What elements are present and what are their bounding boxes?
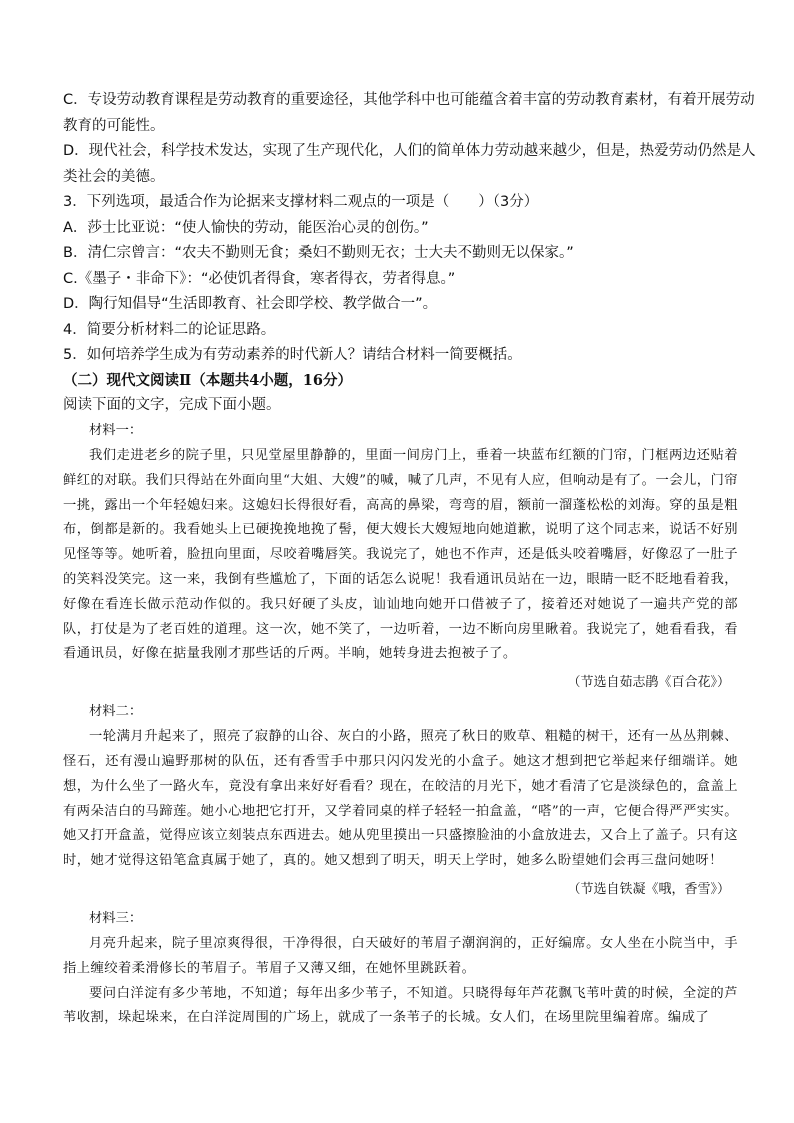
option-d-line2: 类社会的美德。 [63, 168, 165, 185]
material-2-label: 材料二： [89, 704, 143, 720]
option-d-line1: D．现代社会，科学技术发达，实现了生产现代化，人们的简单体力劳动越来越少，但是，热爱劳动仍然是人 [63, 143, 756, 159]
material-3-label: 材料三： [89, 910, 143, 926]
option-c-line1: C．专设劳动教育课程是劳动教育的重要途径，其他学科中也可能蕴含着丰富的劳动教育素材，有着开展劳动 [63, 92, 755, 108]
question-3-option-b: B．清仁宗曾言：“农夫不勤则无食；桑妇不勤则无衣；士大夫不勤则无以保家。” [63, 245, 574, 261]
material-2-source: （节选自铁凝《哦，香雪》） [567, 881, 730, 897]
material-1-text: 我们走进老乡的院子里，只见堂屋里静静的，里面一间房门上，垂着一块蓝布红额的门帘，门框两边还贴着鲜红的对联。我们只得站在外面向里“大姐、大嫂”的喊，喊了几声，不见有人应，但响动是有了。一会儿，门帘一挑，露出一个年轻媳妇来。这媳妇长得很好看，高高的鼻梁，弯弯的眉，额前一溜蓬松松的刘海。穿的虽是粗布，倒都是新的。我看她头上已硬挽挽地挽了髻，便大嫂长大嫂短地向她道歉，说明了这个同志来，说话不好别见怪等等。她听着，脸扭向里面，尽咬着嘴唇笑。我说完了，她也不作声，还是低头咬着嘴唇，好像忍了一肚子的笑料没笑完。这一来，我倒有些尴尬了，下面的话怎么说呢！我看通讯员站在一边，眼睛一眨不眨地看着我，好像在看连长做示范动作似的。我只好硬了头皮，讪讪地向她开口借被子了，接着还对她说了一遍共产党的部队，打仗是为了老百姓的道理。这一次，她不笑了，一边听着，一边不断向房里瞅着。我说完了，她看看我，看看通讯员，好像在掂量我刚才那些话的斤两。半晌，她转身进去抱被子了。 [63, 448, 738, 662]
question-4: 4．简要分析材料二的论证思路。 [63, 321, 276, 338]
material-1-label: 材料一： [89, 423, 143, 438]
option-c-line2: 教育的可能性。 [63, 117, 165, 134]
question-3-option-c: C.《墨子・非命下》：“必使饥者得食，寒者得衣，劳者得息。” [63, 270, 456, 287]
question-3-option-d: D．陶行知倡导“生活即教育、社会即学校、教学做合一”。 [63, 296, 438, 312]
material-3-paragraph-2: 要问白洋淀有多少苇地，不知道；每年出多少苇子，不知道。只晓得每年芦花飘飞苇叶黄的时候，全淀的芦苇收割，垛起垛来，在白洋淀周围的广场上，就成了一条苇子的长城。女人们，在场里院里编着席。编成了 [63, 985, 738, 1026]
material-3-paragraph-1: 月亮升起来，院子里凉爽得很，干净得很，白天破好的苇眉子潮润润的，正好编席。女人坐在小院当中，手指上缠绞着柔滑修长的苇眉子。苇眉子又薄又细，在她怀里跳跃着。 [63, 935, 738, 976]
section-heading: （二）现代文阅读Ⅱ（本题共4小题，16分） [63, 371, 352, 389]
material-1-source: （节选自茹志鹃《百合花》） [567, 675, 730, 691]
document-page [63, 88, 756, 1031]
question-5: 5．如何培养学生成为有劳动素养的时代新人？请结合材料一简要概括。 [63, 347, 522, 363]
material-2-text: 一轮满月升起来了，照亮了寂静的山谷、灰白的小路，照亮了秋日的败草、粗糙的树干，还有一丛丛荆棘、怪石，还有漫山遍野那树的队伍，还有香雪手中那只闪闪发光的小盒子。她这才想到把它举起来仔细端详。她想，为什么坐了一路火车，竟没有拿出来好好看看？现在，在皎洁的月光下，她才看清了它是淡绿色的，盒盖上有两朵洁白的马蹄莲。她小心地把它打开，又学着同桌的样子轻轻一拍盒盖，“嗒”的一声，它便合得严严实实。她又打开盒盖，觉得应该立刻装点东西进去。她从兜里摸出一只盛擦脸油的小盒放进去，又合上了盖子。只有这时，她才觉得这铅笔盒真属于她了，真的。她又想到了明天，明天上学时，她多么盼望她们会再三盘问她呀！ [63, 729, 738, 869]
question-3: 3．下列选项，最适合作为论据来支撑材料二观点的一项是（ ）（3分） [63, 194, 539, 210]
question-3-option-a: A．莎士比亚说：“使人愉快的劳动，能医治心灵的创伤。” [63, 219, 429, 236]
reading-instruction: 阅读下面的文字，完成下面小题。 [63, 396, 281, 413]
